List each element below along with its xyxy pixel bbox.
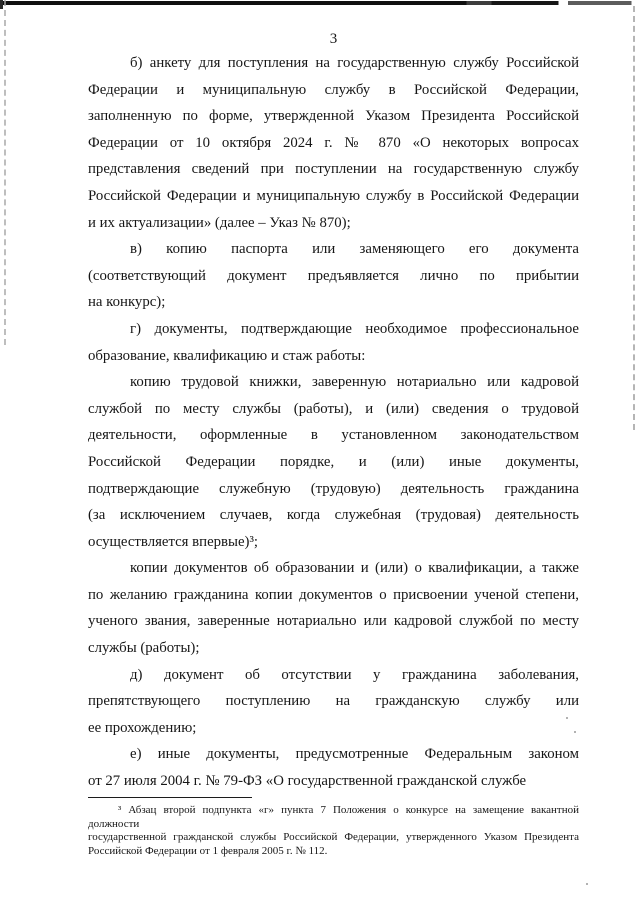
text-line: от 27 июля 2004 г. № 79-ФЗ «О государственной гражданской службе (88, 773, 527, 790)
text-line: заполненную по форме, утвержденной Указом Президента Российской (88, 108, 579, 125)
text-line: г) документы, подтверждающие необходимое профессиональное (130, 320, 579, 337)
scan-artifact-right-edge-line (633, 6, 635, 430)
text-line: ученого звания, заверенные нотариально или кадровой службой по месту (88, 613, 579, 630)
paragraph (88, 316, 579, 369)
text-line: по желанию гражданина копии документов о присвоении ученой степени, (88, 586, 579, 603)
paragraph (88, 50, 579, 236)
footnote-lines (88, 804, 579, 858)
paragraph (88, 741, 579, 794)
text-line: препятствующего поступлению на гражданскую службу или (88, 693, 579, 710)
footnote-line: государственной гражданской службы Российской Федерации, утвержденного Указом Президента (88, 831, 579, 844)
paragraph (88, 236, 579, 316)
scan-artifact-corner-mark (0, 0, 3, 9)
text-line: образование, квалификацию и стаж работы: (88, 347, 366, 364)
text-line: Федерации от 10 октября 2024 г. № 870 «О некоторых вопросах (88, 134, 579, 151)
text-line: службой по месту службы (работы), и (или) сведения о трудовой (88, 400, 579, 417)
text-line: в) копию паспорта или заменяющего его документа (130, 241, 579, 258)
text-line: и их актуализации» (далее – Указ № 870); (88, 214, 351, 231)
text-line: копии документов об образовании и (или) о квалификации, а также (130, 560, 579, 577)
text-line: на конкурс); (88, 294, 166, 311)
text-line: представления сведений при поступлении на государственную службу (88, 161, 579, 178)
footnote-line: ³ Абзац второй подпункта «г» пункта 7 Положения о конкурсе на замещение вакантной должности (88, 804, 579, 830)
page-number: 3 (329, 31, 338, 47)
text-line: Российской Федерации порядке, и (или) иные документы, (88, 453, 579, 470)
footnote-rule (88, 797, 252, 798)
text-line: копию трудовой книжки, заверенную нотариально или кадровой (130, 374, 579, 391)
text-line: подтверждающие служебную (трудовую) деятельность гражданина (88, 480, 579, 497)
paragraphs (88, 50, 579, 795)
paragraph (88, 662, 579, 742)
text-line: осуществляется впервые)³; (88, 533, 259, 550)
text-line: Федерации и муниципальную службу в Российской Федерации, (88, 81, 579, 98)
text-line: д) документ об отсутствии у гражданина заболевания, (130, 666, 579, 683)
footnote (88, 797, 579, 858)
text-line: Российской Федерации и муниципальную службу в Российской Федерации (88, 187, 579, 204)
text-line: б) анкету для поступления на государственную службу Российской (130, 55, 579, 71)
text-line: (соответствующий документ предъявляется лично по прибытии (88, 267, 579, 284)
text-line: деятельности, оформленные в установленном законодательством (88, 427, 579, 444)
scan-artifact-top-bar (2, 1, 638, 5)
scan-speck (586, 883, 588, 885)
text-line: (за исключением случаев, когда служебная (трудовая) деятельность (88, 507, 579, 524)
text-line: службы (работы); (88, 640, 200, 657)
text-line: е) иные документы, предусмотренные Федеральным законом (130, 746, 579, 763)
paragraph (88, 555, 579, 661)
scan-artifact-left-edge-line (4, 0, 6, 345)
paragraph (88, 369, 579, 555)
text-line: ее прохождению; (88, 719, 197, 736)
footnote-line: Российской Федерации от 1 февраля 2005 г. № 112. (88, 844, 328, 857)
